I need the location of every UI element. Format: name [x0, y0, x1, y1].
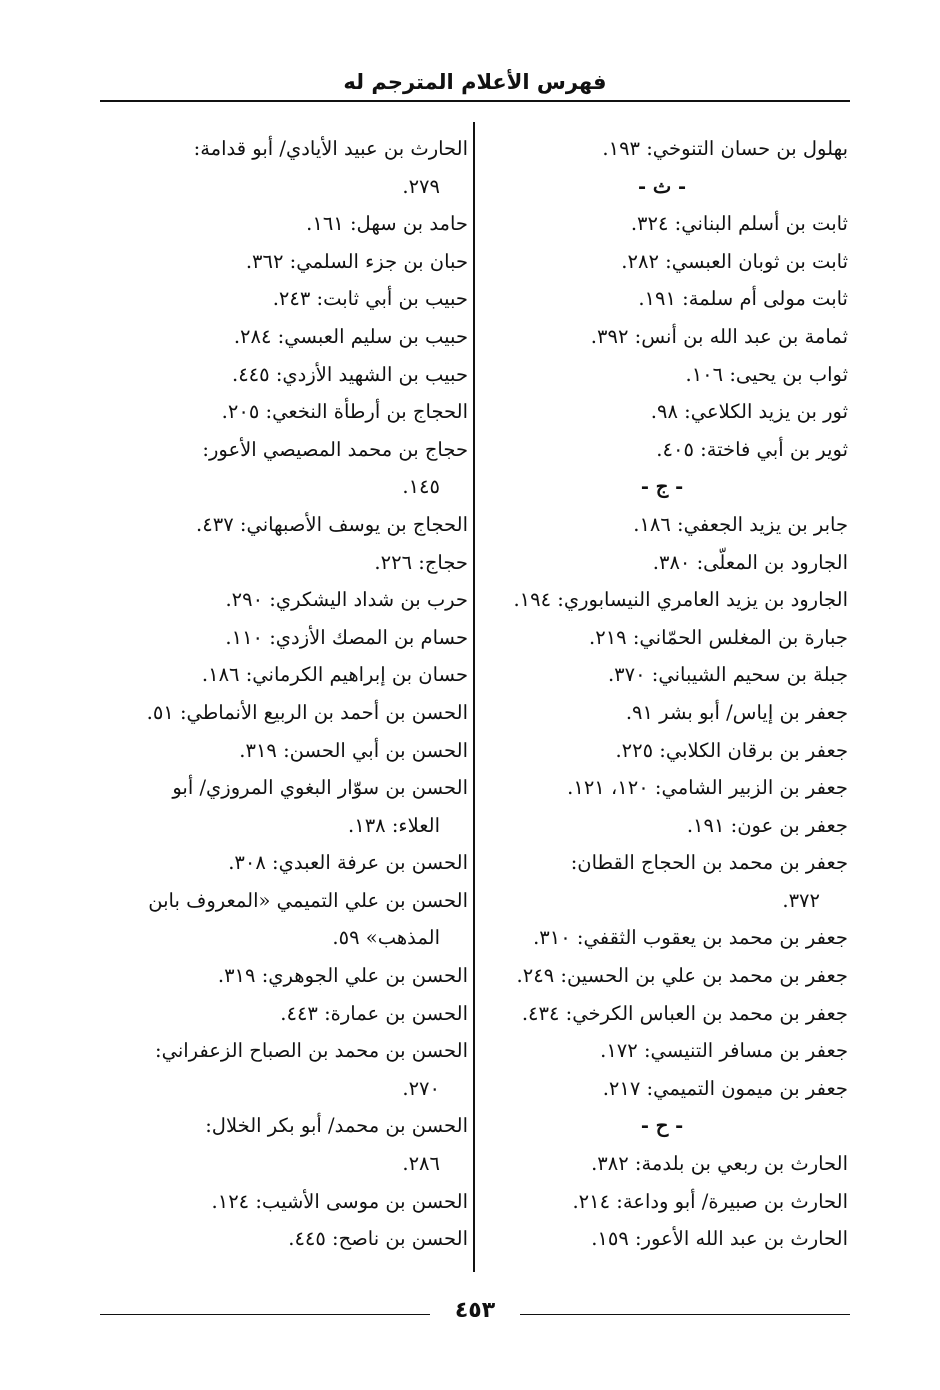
index-entry-text: الحسن بن ناصح: ٤٤٥.: [288, 1227, 468, 1251]
index-entry-text: ثوير بن أبي فاختة: ٤٠٥.: [656, 437, 848, 461]
index-entry: [100, 844, 468, 882]
index-entry: [476, 130, 848, 168]
index-entry-text: بهلول بن حسان التنوخي: ١٩٣.: [602, 137, 848, 160]
index-entry: [100, 882, 468, 957]
index-entry: [476, 1145, 848, 1183]
index-entry: [100, 544, 468, 582]
index-entry: [476, 431, 848, 469]
index-entry-text: الحسن بن موسى الأشيب: ١٢٤.: [211, 1189, 468, 1213]
index-entry-text: حبان بن جزء السلمي: ٣٦٢.: [245, 249, 468, 273]
index-entry-text: الجارود بن المعلّى: ٣٨٠.: [652, 550, 848, 574]
index-entry: [100, 1220, 468, 1258]
index-entry-text: ثور بن يزيد الكلاعي: ٩٨.: [650, 400, 848, 424]
index-entry: [100, 318, 468, 356]
index-entry-continuation: المذهب» ٥٩.: [332, 926, 440, 950]
index-entry: [476, 656, 848, 694]
footer-rule-left: [100, 1314, 430, 1315]
index-entry-text: الحسن بن علي التميمي «المعروف بابن: [148, 888, 468, 912]
index-entry: [476, 544, 848, 582]
index-entry: [476, 732, 848, 770]
index-entry: [476, 957, 848, 995]
index-entry-text: جعفر بن محمد بن علي بن الحسين: ٢٤٩.: [516, 964, 848, 988]
index-entry-text: الحسن بن أبي الحسن: ٣١٩.: [239, 738, 468, 762]
index-entry-text: ثابت بن ثوبان العبسي: ٢٨٢.: [621, 249, 848, 273]
index-entry: [100, 656, 468, 694]
index-entry: [100, 957, 468, 995]
index-letter-heading: - ث -: [637, 174, 687, 198]
index-entry-text: حسام بن المصك الأزدي: ١١٠.: [225, 625, 468, 649]
index-letter-heading: - ح -: [640, 1114, 684, 1138]
index-entry-text: حبيب بن سليم العبسي: ٢٨٤.: [233, 324, 468, 348]
index-entry-continuation: ٣٧٢.: [782, 888, 820, 912]
index-entry: [476, 995, 848, 1033]
index-entry: [476, 581, 848, 619]
index-entry-text: جعفر بن برقان الكلابي: ٢٢٥.: [615, 738, 848, 762]
index-entry-text: الحسن بن محمد بن الصباح الزعفراني:: [155, 1039, 468, 1063]
index-entry: [476, 807, 848, 845]
index-entry: [476, 318, 848, 356]
index-entry-text: ثمامة بن عبد الله بن أنس: ٣٩٢.: [590, 324, 848, 348]
index-entry: [100, 694, 468, 732]
index-entry-text: الجارود بن يزيد العامري النيسابوري: ١٩٤.: [513, 588, 848, 612]
index-entry: [100, 995, 468, 1033]
index-entry-text: الحسن بن عرفة العبدي: ٣٠٨.: [228, 851, 468, 875]
index-entry-text: جعفر بن الزبير الشامي: ١٢٠، ١٢١.: [567, 776, 848, 800]
index-entry-text: الحجاج بن يوسف الأصبهاني: ٤٣٧.: [196, 512, 468, 536]
index-entry: [100, 506, 468, 544]
index-entry: [476, 243, 848, 281]
index-entry-continuation: ٢٧٠.: [402, 1076, 440, 1100]
index-entry: [476, 1183, 848, 1221]
index-letter-heading: - ج -: [640, 475, 684, 499]
index-entry-text: جعفر بن محمد بن العباس الكرخي: ٤٣٤.: [521, 1001, 848, 1025]
page-number: ٤٥٣: [454, 1298, 496, 1323]
index-entry-text: الحسن بن علي الجوهري: ٣١٩.: [217, 964, 468, 988]
index-entry-text: الحارث بن صبيرة/ أبو وداعة: ٢١٤.: [572, 1189, 848, 1213]
index-entry-text: حجاج بن محمد المصيصي الأعور:: [202, 437, 468, 461]
index-entry-text: جعفر بن إياس/ أبو بشر ٩١.: [625, 700, 848, 724]
index-entry: [100, 243, 468, 281]
index-entry-text: حرب بن شداد اليشكري: ٢٩٠.: [225, 588, 468, 612]
index-entry: [476, 769, 848, 807]
index-entry: [476, 280, 848, 318]
index-entry: [100, 1183, 468, 1221]
index-entry-text: الحسن بن محمد/ أبو بكر الخلال:: [205, 1114, 468, 1138]
index-entry: [476, 1070, 848, 1108]
index-entry: [476, 919, 848, 957]
page-header-title: فهرس الأعلام المترجم له: [343, 70, 607, 94]
index-entry-continuation: العلاء: ١٣٨.: [348, 813, 440, 837]
index-entry-text: حامد بن سهل: ١٦١.: [306, 212, 468, 236]
index-entry-text: حسان بن إبراهيم الكرماني: ١٨٦.: [201, 663, 468, 687]
index-entry-text: ثواب بن يحيى: ١٠٦.: [685, 362, 848, 386]
index-entry-text: حجاج: ٢٢٦.: [374, 550, 468, 574]
index-entry: [100, 130, 468, 205]
index-entry: [100, 1107, 468, 1182]
index-entry: [100, 393, 468, 431]
index-entry-continuation: ٢٧٩.: [402, 174, 440, 198]
column-divider: [473, 122, 475, 1272]
index-entry: [476, 619, 848, 657]
index-entry-text: جعفر بن ميمون التميمي: ٢١٧.: [602, 1076, 848, 1100]
index-entry-text: حبيب بن أبي ثابت: ٢٤٣.: [272, 287, 468, 311]
index-entry: [100, 356, 468, 394]
index-entry-text: الحارث بن ربعي بن بلدمة: ٣٨٢.: [591, 1152, 848, 1176]
index-entry: [476, 694, 848, 732]
index-entry-text: الحجاج بن أرطأة النخعي: ٢٠٥.: [221, 400, 468, 424]
index-entry: [476, 205, 848, 243]
index-entry-text: الحسن بن عمارة: ٤٤٣.: [280, 1001, 468, 1025]
left-column: [100, 130, 468, 1258]
index-entry-continuation: ٢٨٦.: [402, 1152, 440, 1176]
header-rule: [100, 100, 850, 102]
index-entry: [476, 1220, 848, 1258]
index-entry-text: جعفر بن محمد بن الحجاج القطان:: [570, 851, 848, 875]
index-entry-text: جعفر بن عون: ١٩١.: [686, 813, 848, 837]
index-entry: [476, 393, 848, 431]
index-entry: [100, 732, 468, 770]
index-entry-text: حبيب بن الشهيد الأزدي: ٤٤٥.: [232, 362, 468, 386]
index-entry: [476, 356, 848, 394]
index-entry: [100, 1032, 468, 1107]
index-entry-text: جعفر بن محمد بن يعقوب الثقفي: ٣١٠.: [533, 926, 848, 950]
index-entry: [100, 769, 468, 844]
index-entry-text: الحارث بن عبد الله الأعور: ١٥٩.: [591, 1227, 848, 1251]
index-entry-continuation: ١٤٥.: [402, 475, 440, 499]
right-column: [476, 130, 848, 1258]
index-entry-text: ثابت بن أسلم البناني: ٣٢٤.: [630, 212, 848, 236]
index-entry-text: جعفر بن مسافر التنيسي: ١٧٢.: [600, 1039, 848, 1063]
index-entry: [476, 844, 848, 919]
index-entry-text: الحسن بن أحمد بن الربيع الأنماطي: ٥١.: [146, 700, 468, 724]
index-entry: [100, 619, 468, 657]
index-entry-text: ثابت مولى أم سلمة: ١٩١.: [638, 287, 848, 311]
page-footer: [100, 1298, 850, 1328]
index-entry: [100, 280, 468, 318]
index-entry: [476, 1032, 848, 1070]
index-entry-text: الحسن بن سوّار البغوي المروزي/ أبو: [172, 776, 468, 800]
index-entry: [100, 205, 468, 243]
index-entry-text: جبارة بن المغلس الحمّاني: ٢١٩.: [589, 625, 848, 649]
footer-rule-right: [520, 1314, 850, 1315]
index-entry-text: الحارث بن عبيد الأيادي/ أبو قدامة:: [193, 137, 468, 160]
index-entry-text: جابر بن يزيد الجعفي: ١٨٦.: [633, 512, 848, 536]
index-entry-text: جبلة بن سحيم الشيباني: ٣٧٠.: [607, 663, 848, 687]
index-entry: [100, 581, 468, 619]
index-entry: [100, 431, 468, 506]
index-entry: [476, 506, 848, 544]
